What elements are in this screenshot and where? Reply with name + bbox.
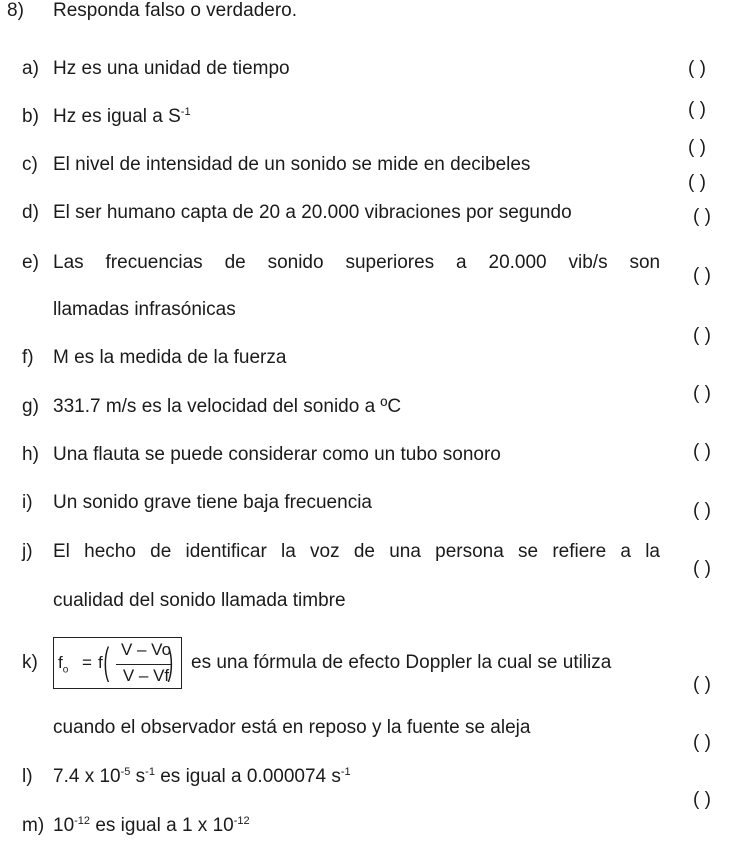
answer-box[interactable]: ( ) [693,265,711,286]
word: se [518,541,539,562]
item-letter-h: h) [22,444,39,465]
answer-box[interactable]: ( ) [688,137,706,158]
answer-box[interactable]: ( ) [693,789,711,810]
formula-left-paren: ( [103,641,110,683]
answer-box[interactable]: ( ) [693,325,711,346]
word: voz [310,541,340,562]
item-text-m: $10^{-12}$ es igual a 1 x $10^{-12}$ [53,815,250,836]
item-letter-e: e) [22,252,39,273]
formula-f-source: f [98,653,103,672]
answer-box[interactable]: ( ) [693,674,711,695]
item-letter-c: c) [22,154,38,175]
item-letter-i: i) [22,492,33,513]
word: la [281,541,296,562]
answer-box[interactable]: ( ) [693,732,711,753]
word: una [389,541,421,562]
formula-denominator: V – Vf [122,666,170,685]
item-text-j-line2: cualidad del sonido llamada timbre [53,590,346,611]
word: de [224,252,246,273]
word: refiere [552,541,607,562]
answer-box[interactable]: ( ) [688,99,706,120]
formula-equals: = [82,653,92,672]
answer-box[interactable]: ( ) [693,500,711,521]
item-text-i: Un sonido grave tiene baja frecuencia [53,492,372,513]
item-text-k-line2: cuando el observador está en reposo y la fuente se aleja [53,717,531,738]
word: 20.000 [488,252,547,273]
formula-numerator: V – Vo [120,640,172,659]
question-title: Responda falso o verdadero. [53,0,297,21]
item-text-b: Hz es igual a $S^{-1}$ [53,106,191,127]
item-letter-l: l) [22,766,33,787]
item-text-e-line1 [53,252,660,274]
word: superiores [345,252,435,273]
word: identificar [185,541,267,562]
formula-right-paren: ) [167,641,174,683]
word: El [53,541,70,562]
word: hecho [84,541,136,562]
item-letter-k: k) [22,652,38,673]
word: Las [53,252,84,273]
word: persona [435,541,504,562]
item-letter-b: b) [22,106,39,127]
answer-box[interactable]: ( ) [693,206,711,227]
word: de [353,541,375,562]
item-text-j-line1 [53,541,660,563]
answer-box[interactable]: ( ) [693,558,711,579]
item-text-d: El ser humano capta de 20 a 20.000 vibraciones por segundo [53,202,572,223]
answer-box[interactable]: ( ) [693,441,711,462]
word: frecuencias [105,252,203,273]
doppler-formula [53,637,182,689]
item-text-c: El nivel de intensidad de un sonido se mide en decibeles [53,154,531,175]
item-text-g: 331.7 m/s es la velocidad del sonido a ºC [53,396,402,417]
item-text-a: Hz es una unidad de tiempo [53,58,290,79]
item-letter-g: g) [22,396,39,417]
answer-box[interactable]: ( ) [693,383,711,404]
item-letter-d: d) [22,202,39,223]
item-letter-j: j) [22,541,33,562]
word: sonido [267,252,324,273]
formula-fraction-bar [116,664,172,665]
item-letter-a: a) [22,58,39,79]
formula-f-observed: $f_o$ [58,653,69,676]
word: vib/s [568,252,608,273]
item-text-f: M es la medida de la fuerza [53,347,287,368]
item-text-l: 7.4 x $10^{-5}$ $s^{-1}$ es igual a 0.000074 $s^{-1}$ [53,766,351,787]
word: a [456,252,467,273]
answer-box[interactable]: ( ) [688,172,706,193]
question-number: 8) [7,0,24,21]
item-text-h: Una flauta se puede considerar como un tubo sonoro [53,444,501,465]
word: de [150,541,172,562]
word: la [645,541,660,562]
word: son [629,252,661,273]
item-letter-m: m) [22,815,45,836]
item-text-k: es una fórmula de efecto Doppler la cual se utiliza [191,652,612,673]
item-text-e-line2: llamadas infrasónicas [53,299,236,320]
word: a [620,541,631,562]
item-letter-f: f) [22,347,34,368]
answer-box[interactable]: ( ) [688,58,706,79]
